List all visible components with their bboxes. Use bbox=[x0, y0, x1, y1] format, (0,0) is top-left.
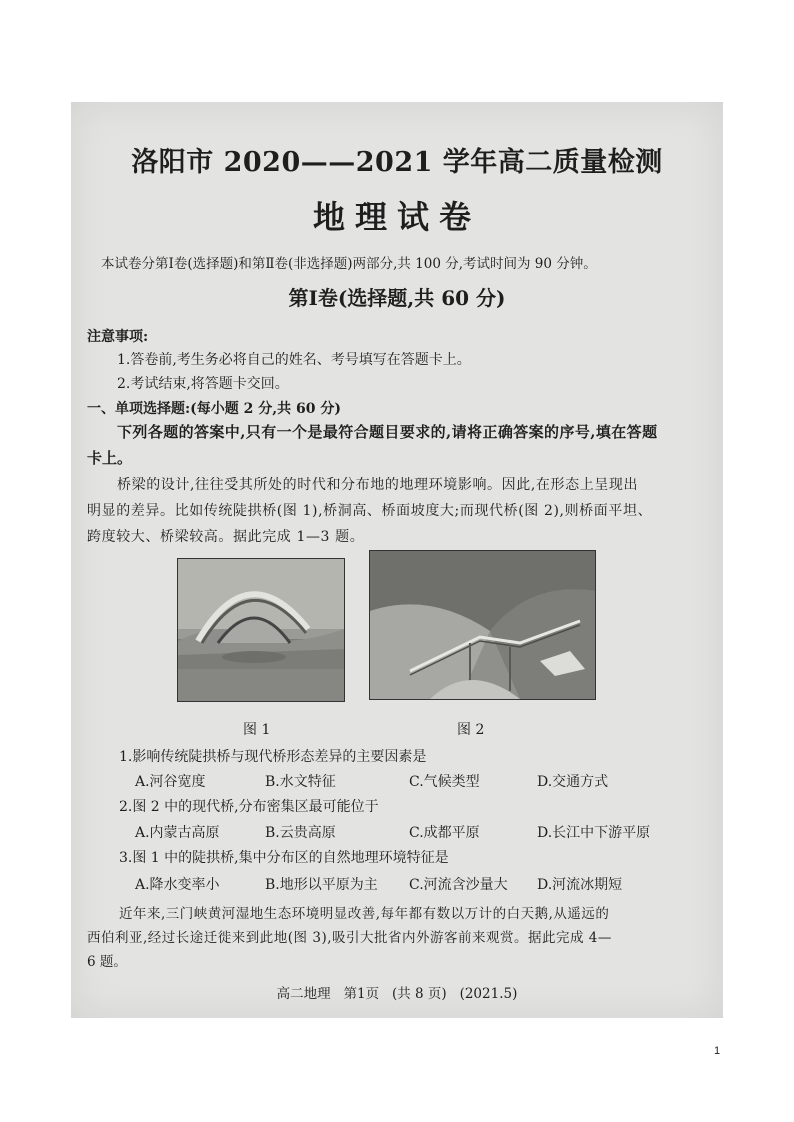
passage2-line-1: 近年来,三门峡黄河湿地生态环境明显改善,每年都有数以万计的白天鹅,从遥远的 bbox=[119, 906, 610, 922]
notice-item-2: 2.考试结束,将答题卡交回。 bbox=[117, 376, 289, 392]
figure-1-arch-bridge-photo bbox=[177, 558, 345, 702]
notice-heading: 注意事项: bbox=[87, 329, 149, 345]
question-3-option-b: B.地形以平原为主 bbox=[265, 877, 378, 893]
question-2-option-c: C.成都平原 bbox=[409, 825, 480, 841]
instruction-line-2: 卡上。 bbox=[87, 449, 133, 467]
passage1-line-3: 跨度较大、桥梁较高。据此完成 1—3 题。 bbox=[87, 529, 365, 545]
page-number: 1 bbox=[714, 1045, 721, 1057]
passage2-line-3: 6 题。 bbox=[87, 954, 127, 970]
question-2-option-b: B.云贵高原 bbox=[265, 825, 336, 841]
passage1-line-2: 明显的差异。比如传统陡拱桥(图 1),桥洞高、桥面坡度大;而现代桥(图 2),则桥面平坦、 bbox=[87, 503, 653, 519]
question-1-option-c: C.气候类型 bbox=[409, 774, 480, 790]
figure-1-caption: 图 1 bbox=[243, 722, 271, 738]
question-2-option-d: D.长江中下游平原 bbox=[537, 825, 651, 841]
scanned-page bbox=[71, 102, 723, 1018]
question-3-option-c: C.河流含沙量大 bbox=[409, 877, 508, 893]
question-3-option-a: A.降水变率小 bbox=[135, 877, 220, 893]
question-1-option-a: A.河谷宽度 bbox=[135, 774, 206, 790]
exam-intro: 本试卷分第Ⅰ卷(选择题)和第Ⅱ卷(非选择题)两部分,共 100 分,考试时间为 90 分钟。 bbox=[101, 256, 597, 272]
notice-item-1: 1.答卷前,考生务必将自己的姓名、考号填写在答题卡上。 bbox=[117, 352, 471, 368]
question-1-option-d: D.交通方式 bbox=[537, 774, 609, 790]
question-3-stem: 3.图 1 中的陡拱桥,集中分布区的自然地理环境特征是 bbox=[119, 850, 449, 866]
exam-subject-title: 地理试卷 bbox=[312, 198, 481, 236]
part-heading: 一、单项选择题:(每小题 2 分,共 60 分) bbox=[87, 401, 342, 417]
question-2-option-a: A.内蒙古高原 bbox=[135, 825, 220, 841]
instruction-line-1: 下列各题的答案中,只有一个是最符合题目要求的,请将正确答案的序号,填在答题 bbox=[117, 423, 658, 441]
passage1-line-1: 桥梁的设计,往往受其所处的时代和分布地的地理环境影响。因此,在形态上呈现出 bbox=[117, 477, 639, 493]
figure-2-caption: 图 2 bbox=[457, 722, 485, 738]
question-3-option-d: D.河流冰期短 bbox=[537, 877, 623, 893]
section-title: 第Ⅰ卷(选择题,共 60 分) bbox=[288, 286, 506, 310]
question-2-stem: 2.图 2 中的现代桥,分布密集区最可能位于 bbox=[119, 799, 379, 815]
question-1-stem: 1.影响传统陡拱桥与现代桥形态差异的主要因素是 bbox=[119, 749, 427, 765]
page-footer: 高二地理 第1页 (共 8 页) (2021.5) bbox=[276, 986, 518, 1002]
question-1-option-b: B.水文特征 bbox=[265, 774, 336, 790]
figure-2-modern-bridge-photo bbox=[369, 550, 596, 700]
passage2-line-2: 西伯利亚,经过长途迁徙来到此地(图 3),吸引大批省内外游客前来观赏。据此完成 4— bbox=[87, 930, 612, 946]
exam-title: 洛阳市 2020——2021 学年高二质量检测 bbox=[131, 147, 663, 178]
